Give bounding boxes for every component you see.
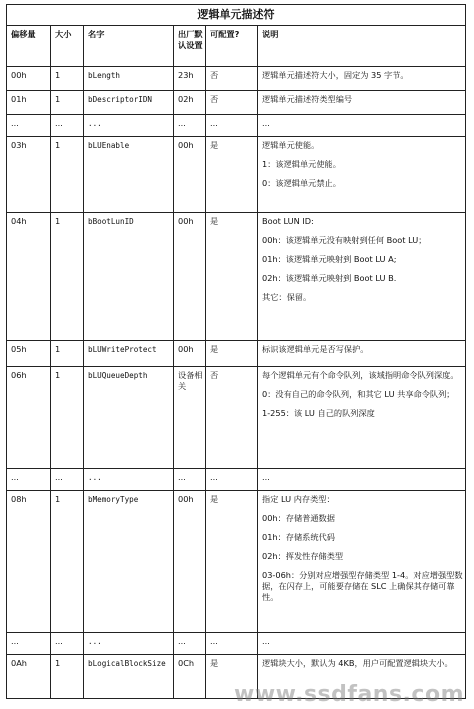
cell-default: 02h	[174, 91, 206, 115]
description-line: 0：该逻辑单元禁止。	[262, 178, 341, 188]
cell-default: 00h	[174, 213, 206, 341]
description-line: ...	[262, 118, 270, 128]
cell-configurable: 是	[206, 341, 258, 367]
cell-name: ...	[84, 469, 174, 491]
cell-configurable: 是	[206, 491, 258, 633]
cell-size: ...	[51, 469, 84, 491]
cell-configurable: 否	[206, 367, 258, 469]
table-row	[7, 67, 466, 91]
description-line: 逻辑块大小，默认为 4KB，用户可配置逻辑块大小。	[262, 658, 453, 668]
cell-name: bLength	[84, 67, 174, 91]
cell-configurable: 是	[206, 213, 258, 341]
descriptor-table-container	[6, 4, 465, 699]
cell-default: 00h	[174, 137, 206, 213]
cell-size: 1	[51, 341, 84, 367]
cell-description	[258, 367, 466, 469]
description-line: 00h：存储普通数据	[262, 513, 335, 523]
cell-description	[258, 213, 466, 341]
cell-description	[258, 633, 466, 655]
table-header-row	[7, 26, 466, 67]
cell-offset: 03h	[7, 137, 51, 213]
watermark: www.ssdfans.com	[234, 682, 464, 707]
table-row	[7, 491, 466, 633]
cell-configurable: ...	[206, 633, 258, 655]
cell-size: 1	[51, 367, 84, 469]
cell-configurable: 否	[206, 67, 258, 91]
cell-size: ...	[51, 633, 84, 655]
header-description: 说明	[258, 26, 466, 67]
description-line: 逻辑单元描述符类型编号	[262, 94, 353, 104]
cell-description	[258, 67, 466, 91]
table-title: 逻辑单元描述符	[7, 5, 466, 26]
cell-size: 1	[51, 655, 84, 699]
description-line: 其它：保留。	[262, 292, 312, 302]
description-line: 02h：该逻辑单元映射到 Boot LU B.	[262, 273, 397, 283]
description-line: 01h：该逻辑单元映射到 Boot LU A;	[262, 254, 397, 264]
description-line: 03-06h：分别对应增强型存储类型 1-4。对应增强型数据，在闪存上，可能要存储在 SLC 上确保其存储可靠性。	[262, 570, 463, 602]
cell-name: bLUWriteProtect	[84, 341, 174, 367]
cell-configurable: 是	[206, 137, 258, 213]
cell-offset: 01h	[7, 91, 51, 115]
table-row	[7, 367, 466, 469]
cell-configurable: ...	[206, 469, 258, 491]
header-offset: 偏移量	[7, 26, 51, 67]
cell-size: 1	[51, 91, 84, 115]
header-default: 出厂默认设置	[174, 26, 206, 67]
header-name: 名字	[84, 26, 174, 67]
cell-size: 1	[51, 67, 84, 91]
cell-offset: 04h	[7, 213, 51, 341]
table-row	[7, 633, 466, 655]
description-line: 标识该逻辑单元是否写保护。	[262, 344, 369, 354]
cell-name: bLogicalBlockSize	[84, 655, 174, 699]
cell-name: bLUEnable	[84, 137, 174, 213]
descriptor-table	[6, 4, 466, 699]
description-line: 指定 LU 内存类型：	[262, 494, 335, 504]
description-line: 0：没有自己的命令队列，和其它 LU 共享命令队列；	[262, 389, 455, 399]
cell-offset: ...	[7, 633, 51, 655]
cell-offset: ...	[7, 115, 51, 137]
cell-name: bDescriptorIDN	[84, 91, 174, 115]
cell-description	[258, 91, 466, 115]
cell-offset: 08h	[7, 491, 51, 633]
table-title-row	[7, 5, 466, 26]
table-row	[7, 137, 466, 213]
cell-description	[258, 115, 466, 137]
table-row	[7, 341, 466, 367]
description-line: 逻辑单元使能。	[262, 140, 320, 150]
header-configurable: 可配置?	[206, 26, 258, 67]
cell-description	[258, 491, 466, 633]
cell-offset: 05h	[7, 341, 51, 367]
table-row	[7, 115, 466, 137]
cell-description	[258, 341, 466, 367]
description-line: 每个逻辑单元有个命令队列，该域指明命令队列深度。	[262, 370, 459, 380]
cell-name: ...	[84, 633, 174, 655]
cell-default: ...	[174, 115, 206, 137]
table-body	[7, 67, 466, 699]
cell-description	[258, 469, 466, 491]
cell-default: 00h	[174, 491, 206, 633]
cell-size: 1	[51, 213, 84, 341]
table-row	[7, 469, 466, 491]
table-row	[7, 213, 466, 341]
cell-default: 0Ch	[174, 655, 206, 699]
cell-default: 23h	[174, 67, 206, 91]
cell-offset: ...	[7, 469, 51, 491]
cell-name: bMemoryType	[84, 491, 174, 633]
description-line: 逻辑单元描述符大小，固定为 35 字节。	[262, 70, 409, 80]
cell-name: ...	[84, 115, 174, 137]
description-line: ...	[262, 472, 270, 482]
description-line: 02h：挥发性存储类型	[262, 551, 344, 561]
cell-configurable: 是	[206, 655, 258, 699]
cell-size: ...	[51, 115, 84, 137]
header-size: 大小	[51, 26, 84, 67]
cell-name: bLUQueueDepth	[84, 367, 174, 469]
description-line: Boot LUN ID:	[262, 216, 314, 226]
cell-size: 1	[51, 137, 84, 213]
cell-default: 设备相关	[174, 367, 206, 469]
cell-default: ...	[174, 633, 206, 655]
description-line: ...	[262, 636, 270, 646]
cell-configurable: 否	[206, 91, 258, 115]
cell-offset: 06h	[7, 367, 51, 469]
cell-size: 1	[51, 491, 84, 633]
cell-default: ...	[174, 469, 206, 491]
cell-offset: 00h	[7, 67, 51, 91]
description-line: 00h：该逻辑单元没有映射到任何 Boot LU；	[262, 235, 427, 245]
cell-offset: 0Ah	[7, 655, 51, 699]
description-line: 1：该逻辑单元使能。	[262, 159, 341, 169]
description-line: 01h：存储系统代码	[262, 532, 335, 542]
cell-default: 00h	[174, 341, 206, 367]
table-row	[7, 91, 466, 115]
cell-configurable: ...	[206, 115, 258, 137]
description-line: 1-255：该 LU 自己的队列深度	[262, 408, 375, 418]
cell-name: bBootLunID	[84, 213, 174, 341]
cell-description	[258, 137, 466, 213]
